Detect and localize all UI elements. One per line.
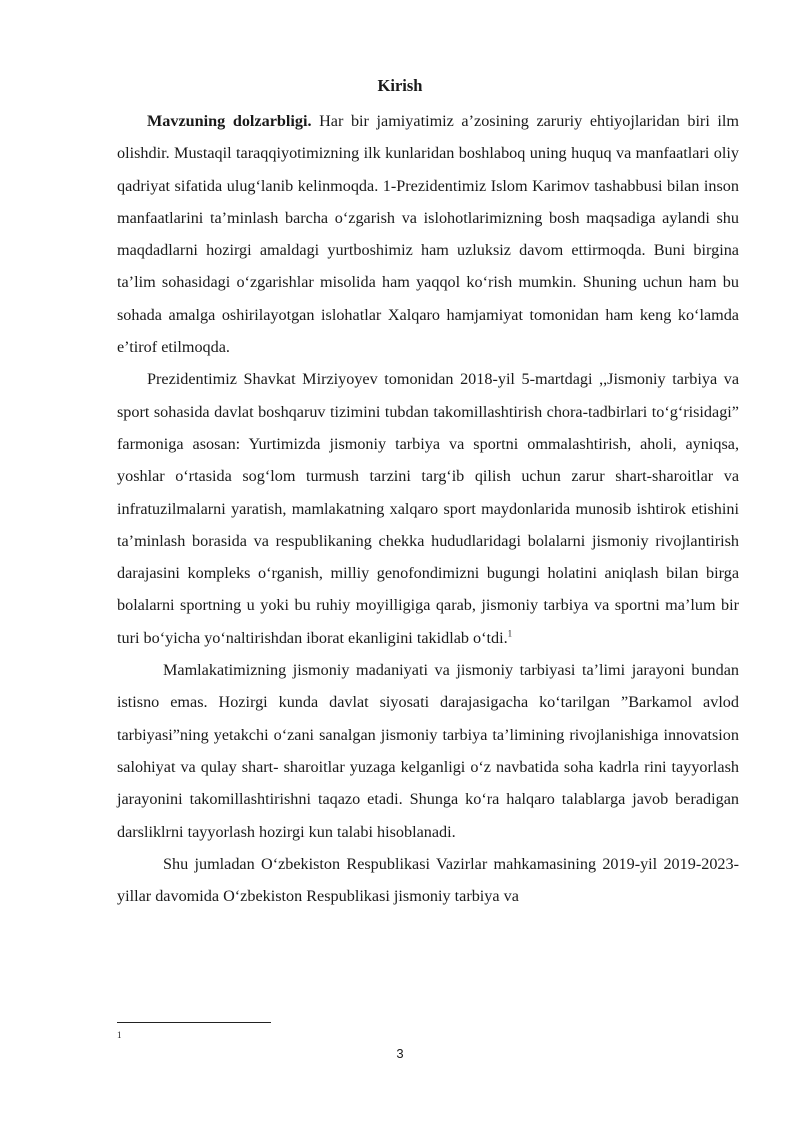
paragraph-text: Shu jumladan O‘zbekiston Respublikasi Vazirlar mahkamasining 2019-yil 2019-2023-yillar davomida O‘zbekiston Respublikasi jismoniy tarbiya va (117, 854, 739, 906)
paragraph-cabinet-resolution (117, 848, 739, 913)
page-title: Kirish (377, 76, 423, 95)
paragraph-decree (117, 363, 739, 654)
paragraph-text: Prezidentimiz Shavkat Mirziyoyev tomonidan 2018-yil 5-martdagi ,,Jismoniy tarbiya va sport sohasida davlat boshqaruv tizimini tubdan takomillashtirish chora-tadbirlari to‘g‘risidagi” farmoniga asosan: Yurtimizda jismoniy tarbiya va sportni ommalashtirish, aholi, ayniqsa, yoshlar o‘rtasida sog‘lom turmush tarzini targ‘ib qilish uchun zarur shart-sharoitlar va infratuzilmalarni yaratish, mamlakatning xalqaro sport maydonlarida munosib ishtirok etishini ta’minlash borasida va respublikaning chekka hududlaridagi bolalarni jismoniy rivojlantirish darajasini kompleks o‘rganish, milliy genofondimizni bugungi holatini aniqlash bilan birga bolalarni sportning u yoki bu ruhiy moyilligiga qarab, jismoniy tarbiya va sportni ma’lum bir turi bo‘yicha yo‘naltirishdan iborat ekanligini takidlab o‘tdi. (117, 370, 739, 647)
paragraph-relevance (117, 105, 739, 363)
footnote-reference[interactable]: 1 (507, 628, 513, 639)
paragraph-text: Har bir jamiyatimiz a’zosining zaruriy ehtiyojlaridan biri ilm olishdir. Mustaqil taraqqiyotimizning ilk kunlaridan boshlaboq uning huquq va manfaatlari oliy qadriyat sifatida ulug‘lanib kelinmoqda. 1-Prezidentimiz Islom Karimov tashabbusi bilan inson manfaatlarini ta’minlash barcha o‘zgarish va islohotlarimizning bosh maqsadiga aylandi shu maqdadlarni hozirgi amaldagi yurtboshimiz ham uzluksiz davom ettirmoqda. Buni birgina ta’lim sohasidagi o‘zgarishlar misolida ham yaqqol ko‘rish mumkin. Shuning uchun ham bu sohada amalga oshirilayotgan islohatlar Xalqaro hamjamiyat tomonidan ham keng ko‘lamda e’tirof etilmoqda. (117, 112, 739, 357)
paragraph-lead-heading: Mavzuning dolzarbligi. (147, 112, 312, 130)
footnote-separator (117, 1022, 271, 1023)
document-body (117, 105, 739, 912)
paragraph-physical-culture (117, 654, 739, 848)
paragraph-text: Mamlakatimizning jismoniy madaniyati va jismoniy tarbiyasi ta’limi jarayoni bundan istisno emas. Hozirgi kunda davlat siyosati darajasigacha ko‘tarilgan ”Barkamol avlod tarbiyasi”ning yetakchi o‘zani sanalgan jismoniy tarbiya ta’limining rivojlanishiga innovatsion salohiyat va qulay shart- sharoitlar yuzaga kelganligi o‘z navbatida soha kadrla rini tayyorlash jarayonini takomillashtirishni taqazo etadi. Shunga ko‘ra halqaro talablarga javob beradigan darsliklrni tayyorlash hozirgi kun talabi hisoblanadi. (117, 661, 739, 841)
page-number: 3 (396, 1046, 404, 1061)
footnote-mark: 1 (117, 1030, 122, 1040)
